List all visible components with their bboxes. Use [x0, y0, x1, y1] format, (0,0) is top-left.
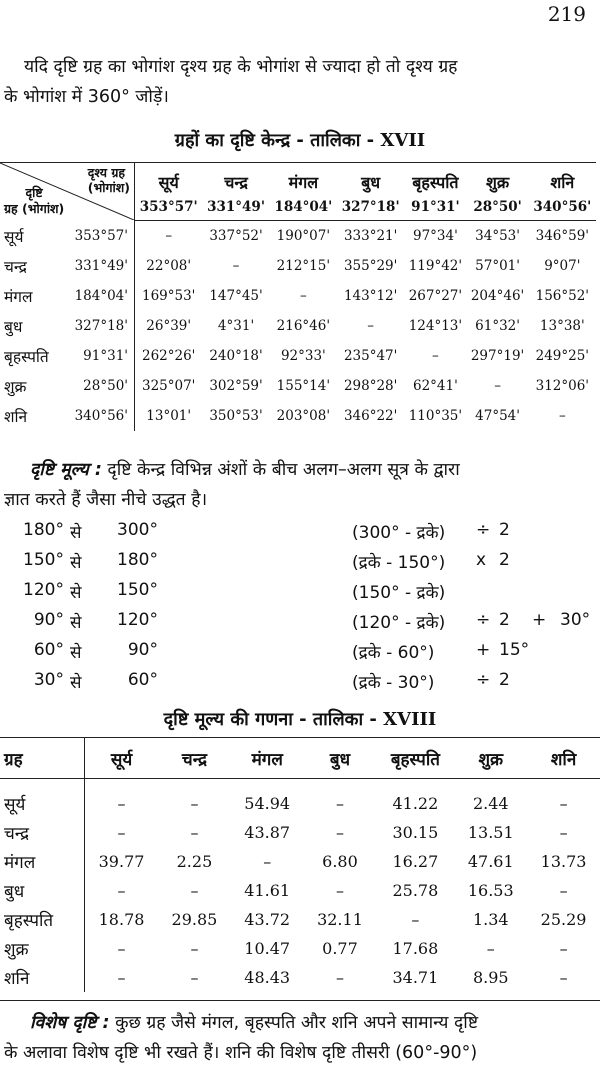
row-planet: बुध: [4, 318, 23, 336]
table18-row: [0, 847, 600, 876]
table18-cell: 16.53: [467, 881, 514, 900]
table18-cell: –: [117, 794, 126, 813]
corner-top: [88, 165, 130, 195]
table18-cell: 30.15: [392, 823, 439, 842]
drishti-mulya-line-1: [4, 455, 596, 485]
vishesh-label: विशेष दृष्टि :: [30, 1013, 110, 1033]
col-degree: 331°49': [202, 193, 269, 221]
table17-cell: 346°59': [535, 228, 590, 244]
table17-cell: –: [558, 408, 566, 424]
table17-cell: –: [494, 378, 501, 394]
rule-from: 150°: [23, 550, 64, 570]
col-degree: 91°31': [404, 193, 466, 221]
table18-cell: 17.68: [392, 939, 439, 958]
table17-cell: 204°46': [470, 288, 525, 304]
table18-cell: 0.77: [322, 939, 358, 958]
rule-se: से: [70, 553, 82, 573]
table17-cell: 212°15': [276, 258, 331, 274]
table17-cell: 156°52': [535, 288, 590, 304]
table17-cell: –: [232, 258, 240, 274]
table18-row: [0, 934, 600, 963]
table18-cell: 25.78: [392, 881, 439, 900]
table18-header-cell: शनि: [527, 738, 600, 779]
vishesh-text-1: कुछ ग्रह जैसे मंगल, बृहस्पति और शनि अपने सामान्य दृष्टि: [109, 1013, 479, 1033]
table18-cell: –: [335, 823, 344, 842]
intro-line-1: यदि दृष्टि ग्रह का भोगांश दृश्य ग्रह के भोगांश से ज्यादा हो तो दृश्य ग्रह: [24, 57, 458, 77]
table17-cell: 143°12': [343, 288, 398, 304]
rule-se: से: [70, 583, 82, 603]
vishesh-line-2: के अलावा विशेष दृष्टि भी रखते हैं। शनि की विशेष दृष्टि तीसरी (60°-90°): [4, 1043, 478, 1063]
rule-operator: ÷: [476, 610, 491, 630]
table17-row: [0, 401, 596, 431]
table17-cell: 346°22': [343, 408, 398, 424]
table18-cell: –: [559, 939, 568, 958]
table18-cell: 25.29: [540, 910, 587, 929]
rule-to: 120°: [117, 610, 158, 630]
table17-row: [0, 341, 596, 371]
col-degree: 184°04': [270, 193, 337, 221]
table18-header-cell: बुध: [304, 738, 377, 779]
rule-formula: (द्रके - 30°): [352, 673, 435, 693]
table18-header-cell: चन्द्र: [158, 738, 231, 779]
table18-cell: 43.87: [244, 823, 291, 842]
table17-body: [0, 221, 596, 432]
rule-operand: 2: [499, 610, 510, 630]
table18-body: [0, 779, 600, 993]
table17-cell: 302°59': [209, 378, 263, 394]
table18-cell: 48.43: [244, 968, 291, 987]
row-degree: 28°50': [66, 371, 135, 401]
drishti-kendra-table: [0, 162, 596, 431]
table17-cell: 190°07': [276, 228, 331, 244]
rule-se: से: [70, 523, 82, 543]
table18-cell: 39.77: [98, 852, 145, 871]
table18-title: [0, 707, 600, 731]
table18-row: [0, 905, 600, 934]
table18-cell: 13.51: [467, 823, 514, 842]
table18-cell: –: [190, 939, 199, 958]
vishesh-line-1: [4, 1008, 596, 1038]
table18-cell: –: [559, 881, 568, 900]
col-degree: 327°18': [337, 193, 404, 221]
table17-cell: 47°54': [475, 408, 520, 424]
table17-cell: 262°26': [141, 348, 196, 364]
row-planet: शुक्र: [0, 934, 85, 963]
rule-formula: (150° - द्रके): [352, 583, 446, 603]
row-planet: सूर्य: [0, 779, 85, 819]
drishti-mulya-text-1: दृष्टि केन्द्र विभिन्न अंशों के बीच अलग–अलग सूत्र के द्वारा: [101, 460, 460, 480]
col-planet: मंगल: [270, 163, 337, 194]
row-planet: शनि: [4, 408, 28, 426]
table17-cell: 337°52': [209, 228, 263, 244]
table17-cell: 92°33': [280, 348, 326, 364]
row-degree: 340°56': [66, 401, 135, 431]
table18-bottom-rule: [0, 1000, 600, 1001]
table17-cell: 13°01': [146, 408, 192, 424]
table17-cell: 110°35': [408, 408, 463, 424]
rule-row: [0, 580, 600, 610]
corner-top-line1: दृश्य ग्रह: [87, 165, 126, 181]
rule-formula: (300° - द्रके): [352, 523, 446, 543]
rule-row: [0, 550, 600, 580]
table17-cell: 22°08': [146, 258, 192, 274]
row-degree: 353°57': [66, 221, 135, 252]
rule-operator: ÷: [476, 670, 491, 690]
table17-cell: 325°07': [141, 378, 196, 394]
rule-to: 60°: [127, 670, 158, 690]
rule-formula: (द्रके - 60°): [352, 643, 435, 663]
rule-to: 180°: [117, 550, 158, 570]
table18-header-cell: बृहस्पति: [376, 738, 454, 779]
table17-cell: 62°41': [412, 378, 458, 394]
table17-cell: 267°27': [408, 288, 463, 304]
table17-cell: –: [165, 228, 173, 244]
table17-row: [0, 371, 596, 401]
rule-to: 150°: [117, 580, 158, 600]
row-planet: सूर्य: [4, 227, 24, 246]
table17-cell: –: [367, 318, 375, 334]
table17-cell: 355°29': [343, 258, 398, 274]
corner-bottom-line1: दृष्टि: [25, 185, 43, 201]
table17-cell: 298°28': [343, 378, 398, 394]
table17-title-roman: XVII: [380, 130, 426, 151]
row-planet: मंगल: [0, 847, 85, 876]
table18-cell: –: [559, 823, 568, 842]
rule-operand-2: 30°: [560, 610, 591, 630]
table17-row: [0, 251, 596, 281]
table18-cell: –: [117, 823, 126, 842]
col-planet: सूर्य: [135, 163, 203, 194]
row-degree: 327°18': [66, 311, 135, 341]
table18-cell: 34.71: [392, 968, 439, 987]
row-planet: बुध: [0, 876, 85, 905]
table18-cell: 41.22: [392, 794, 439, 813]
table17-cell: 333°21': [343, 228, 398, 244]
table18-cell: –: [117, 968, 126, 987]
col-degree: 353°57': [135, 193, 203, 221]
table17-cell: 61°32': [475, 318, 520, 334]
rule-from: 180°: [23, 520, 64, 540]
table17-cell: 4°31': [217, 318, 255, 334]
row-planet: शनि: [0, 963, 85, 992]
rule-operand: 2: [499, 520, 510, 540]
drishti-mulya-table: [0, 737, 600, 992]
table17-cell: 57°01': [475, 258, 520, 274]
rule-formula: (120° - द्रके): [352, 613, 446, 633]
row-planet: बृहस्पति: [0, 905, 85, 934]
col-degree: 28°50': [466, 193, 528, 221]
table18-cell: –: [559, 794, 568, 813]
table18-cell: 43.72: [244, 910, 291, 929]
table17-cell: 297°19': [470, 348, 525, 364]
intro-paragraph: [4, 52, 596, 112]
table18-cell: –: [335, 794, 344, 813]
table18-cell: 2.25: [176, 852, 213, 871]
table18-cell: –: [411, 910, 420, 929]
rule-to: 90°: [127, 640, 158, 660]
row-degree: 91°31': [66, 341, 135, 371]
table18-cell: 16.27: [392, 852, 439, 871]
row-planet: बृहस्पति: [4, 348, 49, 366]
table18-cell: –: [190, 794, 199, 813]
table18-row: [0, 818, 600, 847]
table18-title-roman: XVIII: [383, 709, 437, 730]
rule-from: 60°: [33, 640, 64, 660]
row-planet: चन्द्र: [4, 258, 27, 276]
rule-se: से: [70, 613, 82, 633]
table17-cell: 169°53': [141, 288, 196, 304]
corner-bottom: [4, 185, 64, 217]
table17-cell: –: [299, 288, 307, 304]
table18-header-cell: सूर्य: [85, 738, 159, 779]
rule-operator: ÷: [476, 520, 491, 540]
col-planet: चन्द्र: [202, 163, 269, 194]
col-planet: शुक्र: [466, 163, 528, 194]
table18-cell: –: [335, 881, 344, 900]
drishti-mulya-label: दृष्टि मूल्य :: [30, 460, 102, 480]
table18-cell: 18.78: [98, 910, 145, 929]
rule-row: [0, 640, 600, 670]
table18-cell: –: [190, 823, 199, 842]
drishti-mulya-paragraph: [4, 455, 596, 515]
rule-operator: x: [476, 550, 487, 570]
rule-from: 30°: [33, 670, 64, 690]
table18-cell: 13.73: [540, 852, 587, 871]
rule-operator: +: [476, 640, 491, 660]
table17-corner: [0, 163, 135, 221]
table18-cell: –: [486, 939, 495, 958]
table18-cell: 8.95: [472, 968, 509, 987]
rule-se: से: [70, 673, 82, 693]
table18-header-cell: ग्रह: [0, 738, 85, 779]
rule-operator-2: +: [532, 610, 547, 630]
table18-cell: 6.80: [322, 852, 358, 871]
table18-row: [0, 779, 600, 819]
row-degree: 184°04': [66, 281, 135, 311]
table18-row: [0, 876, 600, 905]
table18-cell: –: [117, 881, 126, 900]
table18-row: [0, 963, 600, 992]
drishti-mulya-line-2: ज्ञात करते हैं जैसा नीचे उद्धत है।: [4, 490, 208, 510]
table18-cell: 32.11: [317, 910, 363, 929]
corner-top-line2: (भोगांश): [87, 180, 130, 196]
table17-title-text: ग्रहों का दृष्टि केन्द्र - तालिका -: [174, 130, 381, 151]
table17-cell: 119°42': [408, 258, 463, 274]
col-planet: शनि: [529, 163, 596, 194]
rule-from: 90°: [33, 610, 64, 630]
table17-cell: 235°47': [343, 348, 398, 364]
table17-row: [0, 281, 596, 311]
rule-to: 300°: [117, 520, 158, 540]
table18-cell: –: [263, 852, 272, 871]
table17-cell: 312°06': [535, 378, 590, 394]
row-planet: मंगल: [4, 288, 33, 306]
rule-from: 120°: [23, 580, 64, 600]
table17-cell: 203°08': [276, 408, 331, 424]
col-planet: बुध: [337, 163, 404, 194]
table18-cell: 1.34: [472, 910, 509, 929]
table18-cell: –: [190, 881, 199, 900]
table18-title-text: दृष्टि मूल्य की गणना - तालिका -: [163, 709, 384, 730]
rule-row: [0, 670, 600, 700]
corner-bottom-line2: ग्रह (भोगांश): [4, 201, 65, 217]
rule-se: से: [70, 643, 82, 663]
table18-cell: 10.47: [244, 939, 291, 958]
table18-cell: 47.61: [467, 852, 514, 871]
table17-row: [0, 311, 596, 341]
table18-cell: –: [335, 968, 344, 987]
rule-operand: 2: [499, 670, 510, 690]
col-planet: बृहस्पति: [404, 163, 466, 194]
table18-cell: 29.85: [171, 910, 218, 929]
table18-cell: 2.44: [472, 794, 509, 813]
table18-header-cell: शुक्र: [454, 738, 527, 779]
table17-cell: 147°45': [209, 288, 263, 304]
col-degree: 340°56': [529, 193, 596, 221]
table18-cell: –: [559, 968, 568, 987]
rule-row: [0, 610, 600, 640]
table17-cell: 34°53': [475, 228, 520, 244]
table17-title: [0, 128, 600, 152]
table18-cell: –: [117, 939, 126, 958]
table17-cell: 97°34': [412, 228, 458, 244]
table17-row: [0, 221, 596, 252]
table18-header-cell: मंगल: [231, 738, 304, 779]
row-planet: चन्द्र: [0, 818, 85, 847]
vishesh-paragraph: [4, 1008, 596, 1068]
table18-cell: –: [190, 968, 199, 987]
row-planet: शुक्र: [4, 378, 27, 396]
intro-line-2: के भोगांश में 360° जोड़ें।: [4, 87, 169, 107]
table17-cell: 9°07': [544, 258, 581, 274]
table17-cell: –: [432, 348, 439, 364]
rule-formula: (द्रके - 150°): [352, 553, 446, 573]
table17-cell: 155°14': [276, 378, 331, 394]
table17-cell: 240°18': [209, 348, 263, 364]
row-degree: 331°49': [66, 251, 135, 281]
table18-cell: 54.94: [244, 794, 291, 813]
table17-cell: 124°13': [408, 318, 463, 334]
table17-cell: 216°46': [276, 318, 331, 334]
table17-cell: 13°38': [539, 318, 585, 334]
table18-cell: 41.61: [244, 881, 291, 900]
page-number: 219: [547, 2, 586, 26]
table17-cell: 26°39': [146, 318, 192, 334]
rule-operand: 15°: [499, 640, 530, 660]
table17-cell: 249°25': [535, 348, 590, 364]
table17-cell: 350°53': [209, 408, 263, 424]
rule-operand: 2: [499, 550, 510, 570]
rule-row: [0, 520, 600, 550]
